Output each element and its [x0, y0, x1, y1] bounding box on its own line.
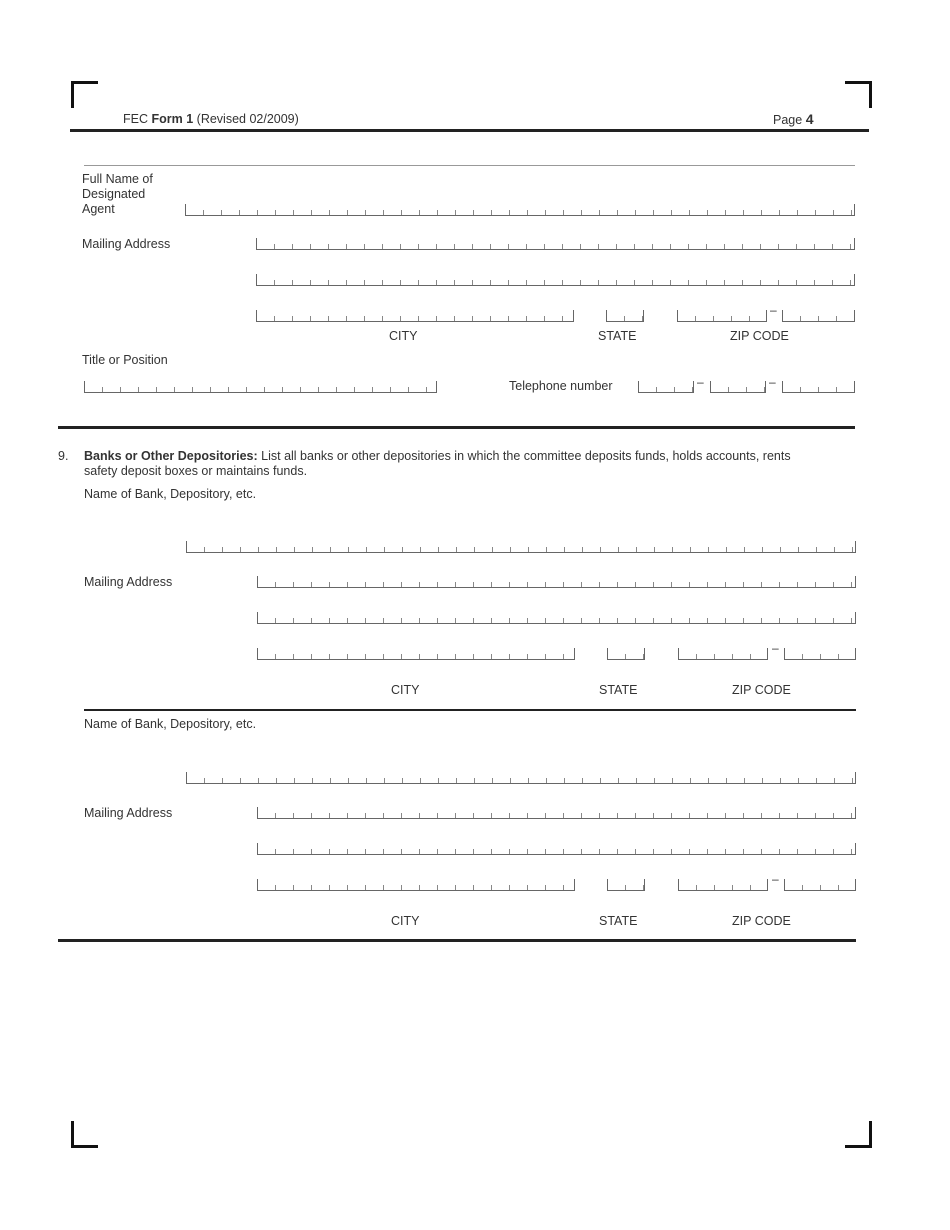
- bank-1-bottom-rule: [84, 709, 856, 711]
- bank-2-city-input[interactable]: [257, 879, 575, 891]
- agent-mailing-label: Mailing Address: [82, 237, 171, 251]
- bank-1-city-input[interactable]: [257, 648, 575, 660]
- bank-2-zip5-input[interactable]: [678, 879, 768, 891]
- telephone-line-input[interactable]: [782, 381, 855, 393]
- agent-bottom-rule: [58, 426, 855, 429]
- bank-1-mailing-label: Mailing Address: [84, 575, 173, 589]
- bank-2-name-label: Name of Bank, Depository, etc.: [84, 717, 257, 731]
- phone-dash-2: –: [769, 375, 776, 389]
- section-9-number: 9.: [58, 449, 69, 463]
- telephone-prefix-input[interactable]: [710, 381, 766, 393]
- header-rule: [70, 129, 869, 132]
- bank-1-address-line2-input[interactable]: [257, 612, 856, 624]
- phone-dash-1: –: [697, 375, 704, 389]
- zip-dash: –: [770, 303, 777, 317]
- title-position-input[interactable]: [84, 381, 437, 393]
- telephone-label: Telephone number: [509, 379, 613, 393]
- agent-address-line2-input[interactable]: [256, 274, 855, 286]
- agent-city-input[interactable]: [256, 310, 574, 322]
- page-label: Page: [773, 113, 803, 127]
- page-number: 4: [805, 111, 814, 127]
- bank-2-address-line2-input[interactable]: [257, 843, 856, 855]
- bank-2-mailing-label: Mailing Address: [84, 806, 173, 820]
- section-9-instructions: Banks or Other Depositories: List all banks or other depositories in which the committee deposits funds, holds accounts, rents safety deposit boxes or maintains funds.: [84, 449, 791, 478]
- title-position-label: Title or Position: [82, 353, 168, 367]
- agent-state-caption: STATE: [598, 329, 637, 343]
- agent-zip5-input[interactable]: [677, 310, 767, 322]
- bank-1-state-caption: STATE: [599, 683, 638, 697]
- bank-2-city-caption: CITY: [391, 914, 420, 928]
- bank-2-zip-caption: ZIP CODE: [732, 914, 791, 928]
- bank-1-name-input[interactable]: [186, 541, 856, 553]
- agent-city-caption: CITY: [389, 329, 418, 343]
- corner-mark-top-left: [71, 81, 98, 108]
- bank-1-city-caption: CITY: [391, 683, 420, 697]
- agent-zip4-input[interactable]: [782, 310, 855, 322]
- bank-2-state-caption: STATE: [599, 914, 638, 928]
- section-9-heading: Banks or Other Depositories:: [84, 449, 258, 463]
- bank-1-zip4-input[interactable]: [784, 648, 856, 660]
- agent-address-line1-input[interactable]: [256, 238, 855, 250]
- corner-mark-top-right: [845, 81, 872, 108]
- form-header: [123, 112, 299, 127]
- bank-2-address-line1-input[interactable]: [257, 807, 856, 819]
- bank-1-state-input[interactable]: [607, 648, 645, 660]
- bank-2-zip-dash: –: [772, 872, 779, 886]
- form-number: Form 1: [151, 112, 194, 126]
- bank-2-zip4-input[interactable]: [784, 879, 856, 891]
- bank-1-zip-caption: ZIP CODE: [732, 683, 791, 697]
- bank-1-zip5-input[interactable]: [678, 648, 768, 660]
- agent-top-rule: [84, 165, 855, 166]
- corner-mark-bottom-right: [845, 1121, 872, 1148]
- full-name-label: Full Name of Designated Agent: [82, 172, 153, 216]
- bank-1-address-line1-input[interactable]: [257, 576, 856, 588]
- telephone-area-code-input[interactable]: [638, 381, 694, 393]
- section-9-bottom-rule: [58, 939, 856, 942]
- revised-date: (Revised 02/2009): [196, 112, 299, 126]
- agent-full-name-input[interactable]: [185, 204, 855, 216]
- bank-1-name-label: Name of Bank, Depository, etc.: [84, 487, 257, 501]
- agent-zip-caption: ZIP CODE: [730, 329, 789, 343]
- bank-2-state-input[interactable]: [607, 879, 645, 891]
- fec-label: FEC: [123, 112, 148, 126]
- bank-2-name-input[interactable]: [186, 772, 856, 784]
- page-indicator: [773, 112, 813, 128]
- corner-mark-bottom-left: [71, 1121, 98, 1148]
- agent-state-input[interactable]: [606, 310, 644, 322]
- bank-1-zip-dash: –: [772, 641, 779, 655]
